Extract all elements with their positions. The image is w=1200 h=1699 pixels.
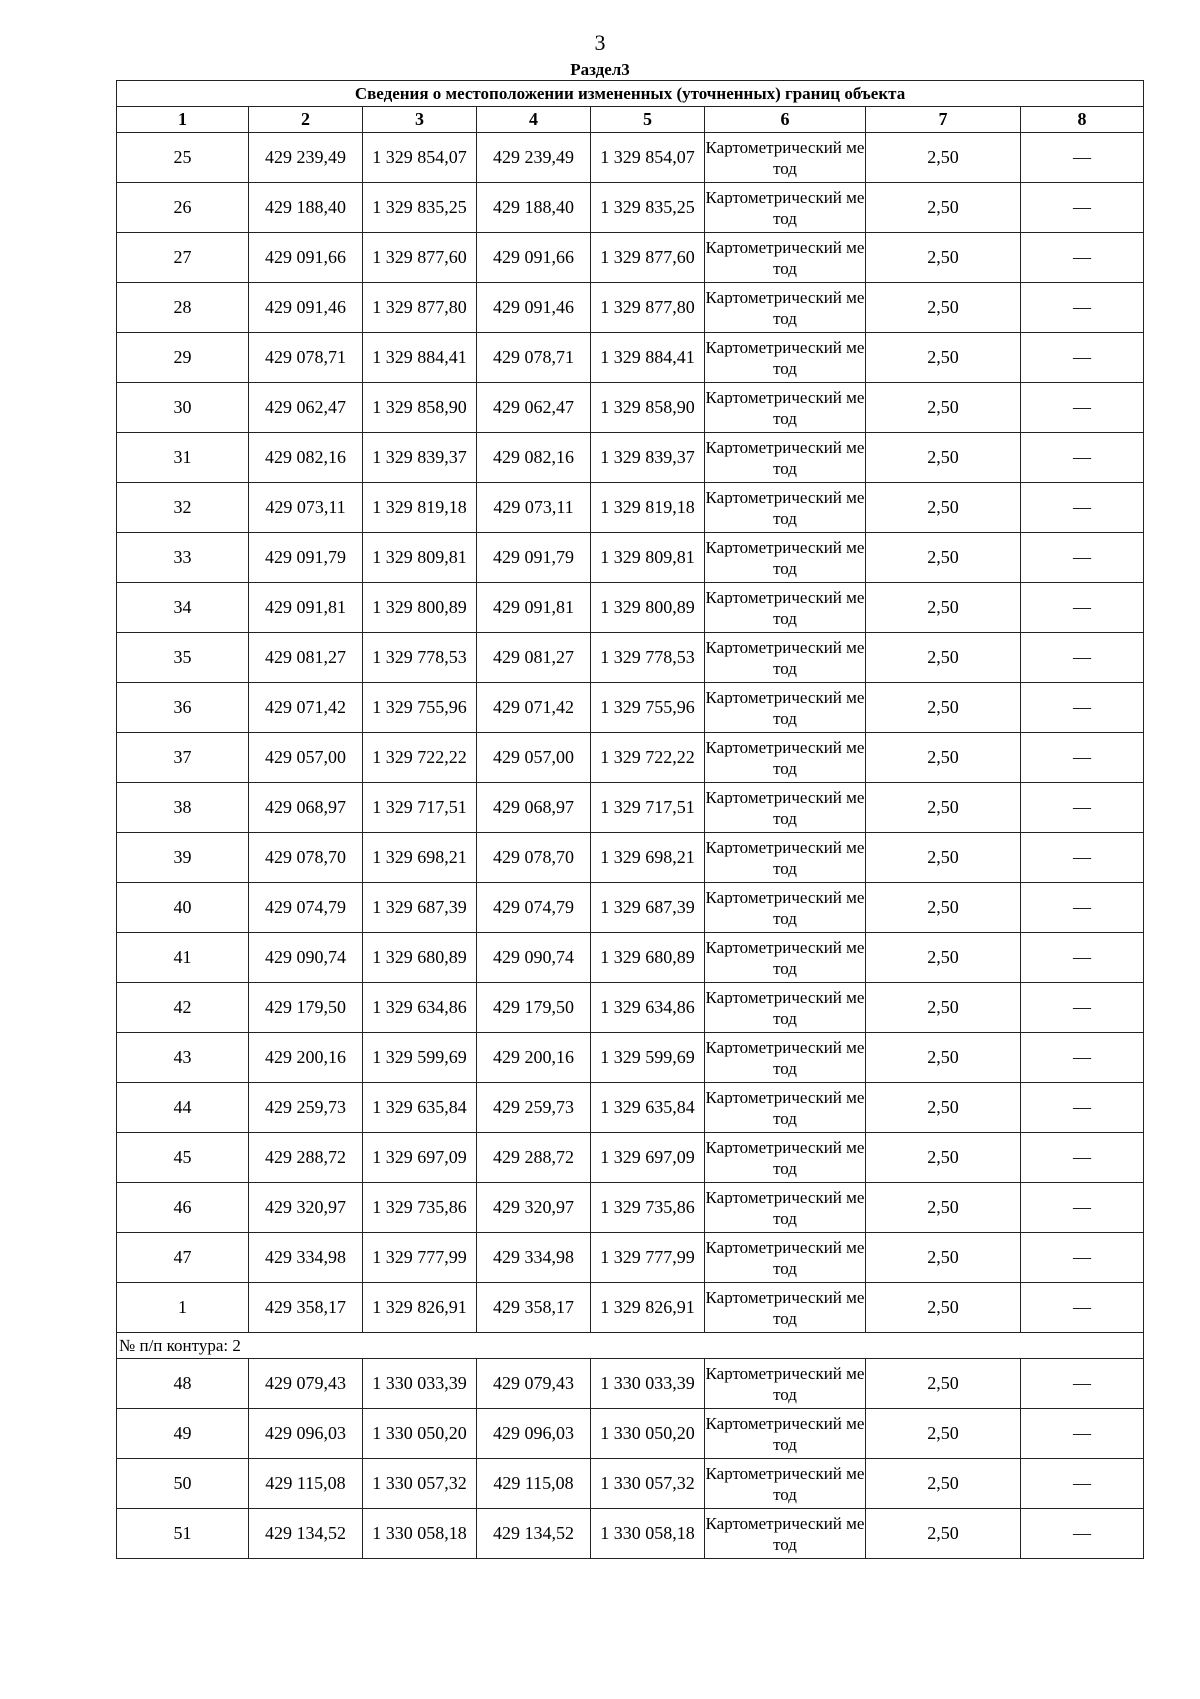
table-row [117, 283, 1144, 333]
x-coordinate-cell: 429 091,46 [477, 283, 591, 333]
description-cell: — [1021, 783, 1144, 833]
table-row [117, 933, 1144, 983]
x-coordinate-cell: 429 320,97 [477, 1183, 591, 1233]
y-coordinate-cell: 1 329 698,21 [591, 833, 705, 883]
y-coordinate-cell: 1 329 835,25 [363, 183, 477, 233]
x-coordinate-cell: 429 200,16 [477, 1033, 591, 1083]
description-cell: — [1021, 1233, 1144, 1283]
description-cell: — [1021, 1509, 1144, 1559]
accuracy-cell: 2,50 [866, 383, 1021, 433]
accuracy-cell: 2,50 [866, 983, 1021, 1033]
y-coordinate-cell: 1 329 877,80 [591, 283, 705, 333]
y-coordinate-cell: 1 329 687,39 [591, 883, 705, 933]
method-cell: Картометрический метод [705, 1409, 866, 1459]
accuracy-cell: 2,50 [866, 883, 1021, 933]
point-number-cell: 46 [117, 1183, 249, 1233]
description-cell: — [1021, 283, 1144, 333]
y-coordinate-cell: 1 329 877,60 [363, 233, 477, 283]
x-coordinate-cell: 429 259,73 [249, 1083, 363, 1133]
accuracy-cell: 2,50 [866, 933, 1021, 983]
method-cell: Картометрический метод [705, 833, 866, 883]
x-coordinate-cell: 429 091,79 [477, 533, 591, 583]
description-cell: — [1021, 883, 1144, 933]
method-cell: Картометрический метод [705, 1233, 866, 1283]
x-coordinate-cell: 429 134,52 [249, 1509, 363, 1559]
x-coordinate-cell: 429 091,66 [477, 233, 591, 283]
x-coordinate-cell: 429 078,70 [249, 833, 363, 883]
description-cell: — [1021, 1033, 1144, 1083]
y-coordinate-cell: 1 329 735,86 [591, 1183, 705, 1233]
accuracy-cell: 2,50 [866, 433, 1021, 483]
y-coordinate-cell: 1 329 826,91 [591, 1283, 705, 1333]
y-coordinate-cell: 1 329 826,91 [363, 1283, 477, 1333]
point-number-cell: 44 [117, 1083, 249, 1133]
x-coordinate-cell: 429 057,00 [249, 733, 363, 783]
accuracy-cell: 2,50 [866, 1133, 1021, 1183]
y-coordinate-cell: 1 329 777,99 [363, 1233, 477, 1283]
table-row [117, 1283, 1144, 1333]
table-row [117, 1033, 1144, 1083]
accuracy-cell: 2,50 [866, 133, 1021, 183]
point-number-cell: 47 [117, 1233, 249, 1283]
accuracy-cell: 2,50 [866, 1359, 1021, 1409]
x-coordinate-cell: 429 179,50 [249, 983, 363, 1033]
x-coordinate-cell: 429 091,66 [249, 233, 363, 283]
x-coordinate-cell: 429 091,81 [249, 583, 363, 633]
method-cell: Картометрический метод [705, 383, 866, 433]
x-coordinate-cell: 429 068,97 [249, 783, 363, 833]
x-coordinate-cell: 429 259,73 [477, 1083, 591, 1133]
description-cell: — [1021, 1283, 1144, 1333]
y-coordinate-cell: 1 329 755,96 [363, 683, 477, 733]
y-coordinate-cell: 1 329 858,90 [591, 383, 705, 433]
y-coordinate-cell: 1 329 877,80 [363, 283, 477, 333]
point-number-cell: 29 [117, 333, 249, 383]
method-cell: Картометрический метод [705, 883, 866, 933]
x-coordinate-cell: 429 091,79 [249, 533, 363, 583]
table-row [117, 533, 1144, 583]
description-cell: — [1021, 683, 1144, 733]
column-header: 4 [477, 107, 591, 133]
accuracy-cell: 2,50 [866, 683, 1021, 733]
x-coordinate-cell: 429 096,03 [477, 1409, 591, 1459]
table-row [117, 233, 1144, 283]
point-number-cell: 38 [117, 783, 249, 833]
y-coordinate-cell: 1 329 839,37 [363, 433, 477, 483]
table-row [117, 1459, 1144, 1509]
point-number-cell: 39 [117, 833, 249, 883]
point-number-cell: 33 [117, 533, 249, 583]
table-row [117, 133, 1144, 183]
method-cell: Картометрический метод [705, 1283, 866, 1333]
table-row [117, 1133, 1144, 1183]
y-coordinate-cell: 1 329 778,53 [363, 633, 477, 683]
y-coordinate-cell: 1 329 858,90 [363, 383, 477, 433]
y-coordinate-cell: 1 329 835,25 [591, 183, 705, 233]
y-coordinate-cell: 1 329 698,21 [363, 833, 477, 883]
description-cell: — [1021, 1409, 1144, 1459]
method-cell: Картометрический метод [705, 183, 866, 233]
accuracy-cell: 2,50 [866, 633, 1021, 683]
description-cell: — [1021, 233, 1144, 283]
description-cell: — [1021, 1359, 1144, 1409]
method-cell: Картометрический метод [705, 1183, 866, 1233]
y-coordinate-cell: 1 330 058,18 [591, 1509, 705, 1559]
y-coordinate-cell: 1 329 680,89 [363, 933, 477, 983]
y-coordinate-cell: 1 329 722,22 [591, 733, 705, 783]
accuracy-cell: 2,50 [866, 1233, 1021, 1283]
x-coordinate-cell: 429 090,74 [249, 933, 363, 983]
y-coordinate-cell: 1 330 050,20 [591, 1409, 705, 1459]
accuracy-cell: 2,50 [866, 1183, 1021, 1233]
x-coordinate-cell: 429 188,40 [477, 183, 591, 233]
method-cell: Картометрический метод [705, 1359, 866, 1409]
x-coordinate-cell: 429 081,27 [249, 633, 363, 683]
point-number-cell: 41 [117, 933, 249, 983]
column-header: 5 [591, 107, 705, 133]
x-coordinate-cell: 429 082,16 [477, 433, 591, 483]
point-number-cell: 51 [117, 1509, 249, 1559]
method-cell: Картометрический метод [705, 1459, 866, 1509]
y-coordinate-cell: 1 329 884,41 [363, 333, 477, 383]
table-row [117, 633, 1144, 683]
contour-row [117, 1333, 1144, 1359]
y-coordinate-cell: 1 329 697,09 [591, 1133, 705, 1183]
description-cell: — [1021, 483, 1144, 533]
point-number-cell: 32 [117, 483, 249, 533]
x-coordinate-cell: 429 074,79 [249, 883, 363, 933]
method-cell: Картометрический метод [705, 233, 866, 283]
x-coordinate-cell: 429 358,17 [477, 1283, 591, 1333]
method-cell: Картометрический метод [705, 483, 866, 533]
table-row [117, 383, 1144, 433]
x-coordinate-cell: 429 134,52 [477, 1509, 591, 1559]
accuracy-cell: 2,50 [866, 833, 1021, 883]
x-coordinate-cell: 429 078,71 [249, 333, 363, 383]
x-coordinate-cell: 429 071,42 [477, 683, 591, 733]
x-coordinate-cell: 429 073,11 [249, 483, 363, 533]
x-coordinate-cell: 429 091,46 [249, 283, 363, 333]
y-coordinate-cell: 1 329 819,18 [591, 483, 705, 533]
table-row [117, 733, 1144, 783]
y-coordinate-cell: 1 329 634,86 [363, 983, 477, 1033]
table-row [117, 483, 1144, 533]
point-number-cell: 40 [117, 883, 249, 933]
method-cell: Картометрический метод [705, 983, 866, 1033]
y-coordinate-cell: 1 329 778,53 [591, 633, 705, 683]
x-coordinate-cell: 429 188,40 [249, 183, 363, 233]
table-row [117, 883, 1144, 933]
method-cell: Картометрический метод [705, 1033, 866, 1083]
y-coordinate-cell: 1 329 854,07 [591, 133, 705, 183]
y-coordinate-cell: 1 330 033,39 [363, 1359, 477, 1409]
accuracy-cell: 2,50 [866, 1083, 1021, 1133]
table-row [117, 333, 1144, 383]
method-cell: Картометрический метод [705, 283, 866, 333]
accuracy-cell: 2,50 [866, 783, 1021, 833]
x-coordinate-cell: 429 078,70 [477, 833, 591, 883]
x-coordinate-cell: 429 079,43 [477, 1359, 591, 1409]
x-coordinate-cell: 429 071,42 [249, 683, 363, 733]
y-coordinate-cell: 1 329 777,99 [591, 1233, 705, 1283]
point-number-cell: 48 [117, 1359, 249, 1409]
method-cell: Картометрический метод [705, 333, 866, 383]
column-header: 7 [866, 107, 1021, 133]
description-cell: — [1021, 733, 1144, 783]
x-coordinate-cell: 429 239,49 [249, 133, 363, 183]
table-row [117, 1359, 1144, 1409]
x-coordinate-cell: 429 068,97 [477, 783, 591, 833]
y-coordinate-cell: 1 329 635,84 [591, 1083, 705, 1133]
x-coordinate-cell: 429 115,08 [249, 1459, 363, 1509]
point-number-cell: 28 [117, 283, 249, 333]
method-cell: Картометрический метод [705, 1509, 866, 1559]
table-row [117, 1509, 1144, 1559]
accuracy-cell: 2,50 [866, 1509, 1021, 1559]
description-cell: — [1021, 633, 1144, 683]
y-coordinate-cell: 1 329 819,18 [363, 483, 477, 533]
table-row [117, 1083, 1144, 1133]
table-row [117, 1409, 1144, 1459]
y-coordinate-cell: 1 330 058,18 [363, 1509, 477, 1559]
method-cell: Картометрический метод [705, 433, 866, 483]
x-coordinate-cell: 429 115,08 [477, 1459, 591, 1509]
table-row [117, 1183, 1144, 1233]
x-coordinate-cell: 429 091,81 [477, 583, 591, 633]
accuracy-cell: 2,50 [866, 1409, 1021, 1459]
x-coordinate-cell: 429 200,16 [249, 1033, 363, 1083]
y-coordinate-cell: 1 329 717,51 [591, 783, 705, 833]
contour-label: № п/п контура: 2 [117, 1333, 1144, 1359]
point-number-cell: 1 [117, 1283, 249, 1333]
point-number-cell: 37 [117, 733, 249, 783]
x-coordinate-cell: 429 062,47 [249, 383, 363, 433]
y-coordinate-cell: 1 329 809,81 [363, 533, 477, 583]
accuracy-cell: 2,50 [866, 1283, 1021, 1333]
y-coordinate-cell: 1 329 800,89 [363, 583, 477, 633]
table-row [117, 433, 1144, 483]
method-cell: Картометрический метод [705, 133, 866, 183]
y-coordinate-cell: 1 329 717,51 [363, 783, 477, 833]
accuracy-cell: 2,50 [866, 233, 1021, 283]
y-coordinate-cell: 1 329 877,60 [591, 233, 705, 283]
x-coordinate-cell: 429 320,97 [249, 1183, 363, 1233]
y-coordinate-cell: 1 330 033,39 [591, 1359, 705, 1409]
column-header: 8 [1021, 107, 1144, 133]
x-coordinate-cell: 429 079,43 [249, 1359, 363, 1409]
point-number-cell: 31 [117, 433, 249, 483]
accuracy-cell: 2,50 [866, 333, 1021, 383]
y-coordinate-cell: 1 330 050,20 [363, 1409, 477, 1459]
y-coordinate-cell: 1 329 599,69 [591, 1033, 705, 1083]
method-cell: Картометрический метод [705, 683, 866, 733]
method-cell: Картометрический метод [705, 733, 866, 783]
table-row [117, 833, 1144, 883]
accuracy-cell: 2,50 [866, 1459, 1021, 1509]
description-cell: — [1021, 1183, 1144, 1233]
method-cell: Картометрический метод [705, 633, 866, 683]
table-row [117, 1233, 1144, 1283]
y-coordinate-cell: 1 329 634,86 [591, 983, 705, 1033]
x-coordinate-cell: 429 062,47 [477, 383, 591, 433]
x-coordinate-cell: 429 078,71 [477, 333, 591, 383]
table-caption: Сведения о местоположении измененных (уточненных) границ объекта [117, 81, 1144, 107]
description-cell: — [1021, 1083, 1144, 1133]
x-coordinate-cell: 429 081,27 [477, 633, 591, 683]
point-number-cell: 42 [117, 983, 249, 1033]
column-header: 1 [117, 107, 249, 133]
description-cell: — [1021, 133, 1144, 183]
description-cell: — [1021, 383, 1144, 433]
y-coordinate-cell: 1 329 635,84 [363, 1083, 477, 1133]
accuracy-cell: 2,50 [866, 1033, 1021, 1083]
section-title: Раздел3 [570, 60, 630, 79]
description-cell: — [1021, 1459, 1144, 1509]
table-row [117, 783, 1144, 833]
accuracy-cell: 2,50 [866, 733, 1021, 783]
x-coordinate-cell: 429 074,79 [477, 883, 591, 933]
point-number-cell: 36 [117, 683, 249, 733]
description-cell: — [1021, 583, 1144, 633]
x-coordinate-cell: 429 334,98 [249, 1233, 363, 1283]
y-coordinate-cell: 1 329 839,37 [591, 433, 705, 483]
page-number: 3 [594, 30, 606, 55]
y-coordinate-cell: 1 330 057,32 [591, 1459, 705, 1509]
y-coordinate-cell: 1 329 755,96 [591, 683, 705, 733]
x-coordinate-cell: 429 288,72 [477, 1133, 591, 1183]
x-coordinate-cell: 429 073,11 [477, 483, 591, 533]
y-coordinate-cell: 1 329 697,09 [363, 1133, 477, 1183]
x-coordinate-cell: 429 179,50 [477, 983, 591, 1033]
point-number-cell: 26 [117, 183, 249, 233]
table-row [117, 983, 1144, 1033]
table-row [117, 683, 1144, 733]
x-coordinate-cell: 429 288,72 [249, 1133, 363, 1183]
y-coordinate-cell: 1 329 687,39 [363, 883, 477, 933]
method-cell: Картометрический метод [705, 533, 866, 583]
description-cell: — [1021, 533, 1144, 583]
x-coordinate-cell: 429 096,03 [249, 1409, 363, 1459]
point-number-cell: 27 [117, 233, 249, 283]
point-number-cell: 30 [117, 383, 249, 433]
method-cell: Картометрический метод [705, 1083, 866, 1133]
description-cell: — [1021, 833, 1144, 883]
description-cell: — [1021, 933, 1144, 983]
y-coordinate-cell: 1 329 884,41 [591, 333, 705, 383]
method-cell: Картометрический метод [705, 783, 866, 833]
point-number-cell: 34 [117, 583, 249, 633]
y-coordinate-cell: 1 329 680,89 [591, 933, 705, 983]
point-number-cell: 45 [117, 1133, 249, 1183]
boundary-coordinates-table [116, 80, 1144, 1559]
point-number-cell: 25 [117, 133, 249, 183]
column-header: 6 [705, 107, 866, 133]
point-number-cell: 43 [117, 1033, 249, 1083]
x-coordinate-cell: 429 239,49 [477, 133, 591, 183]
method-cell: Картометрический метод [705, 583, 866, 633]
description-cell: — [1021, 183, 1144, 233]
y-coordinate-cell: 1 329 735,86 [363, 1183, 477, 1233]
column-header: 3 [363, 107, 477, 133]
y-coordinate-cell: 1 329 722,22 [363, 733, 477, 783]
x-coordinate-cell: 429 358,17 [249, 1283, 363, 1333]
accuracy-cell: 2,50 [866, 183, 1021, 233]
point-number-cell: 49 [117, 1409, 249, 1459]
description-cell: — [1021, 983, 1144, 1033]
y-coordinate-cell: 1 329 854,07 [363, 133, 477, 183]
method-cell: Картометрический метод [705, 1133, 866, 1183]
y-coordinate-cell: 1 330 057,32 [363, 1459, 477, 1509]
method-cell: Картометрический метод [705, 933, 866, 983]
table-row [117, 583, 1144, 633]
accuracy-cell: 2,50 [866, 483, 1021, 533]
point-number-cell: 50 [117, 1459, 249, 1509]
accuracy-cell: 2,50 [866, 283, 1021, 333]
accuracy-cell: 2,50 [866, 533, 1021, 583]
table-row [117, 183, 1144, 233]
table-body [117, 133, 1144, 1559]
y-coordinate-cell: 1 329 809,81 [591, 533, 705, 583]
y-coordinate-cell: 1 329 599,69 [363, 1033, 477, 1083]
accuracy-cell: 2,50 [866, 583, 1021, 633]
x-coordinate-cell: 429 334,98 [477, 1233, 591, 1283]
description-cell: — [1021, 433, 1144, 483]
x-coordinate-cell: 429 057,00 [477, 733, 591, 783]
x-coordinate-cell: 429 090,74 [477, 933, 591, 983]
description-cell: — [1021, 333, 1144, 383]
point-number-cell: 35 [117, 633, 249, 683]
y-coordinate-cell: 1 329 800,89 [591, 583, 705, 633]
x-coordinate-cell: 429 082,16 [249, 433, 363, 483]
description-cell: — [1021, 1133, 1144, 1183]
column-header: 2 [249, 107, 363, 133]
